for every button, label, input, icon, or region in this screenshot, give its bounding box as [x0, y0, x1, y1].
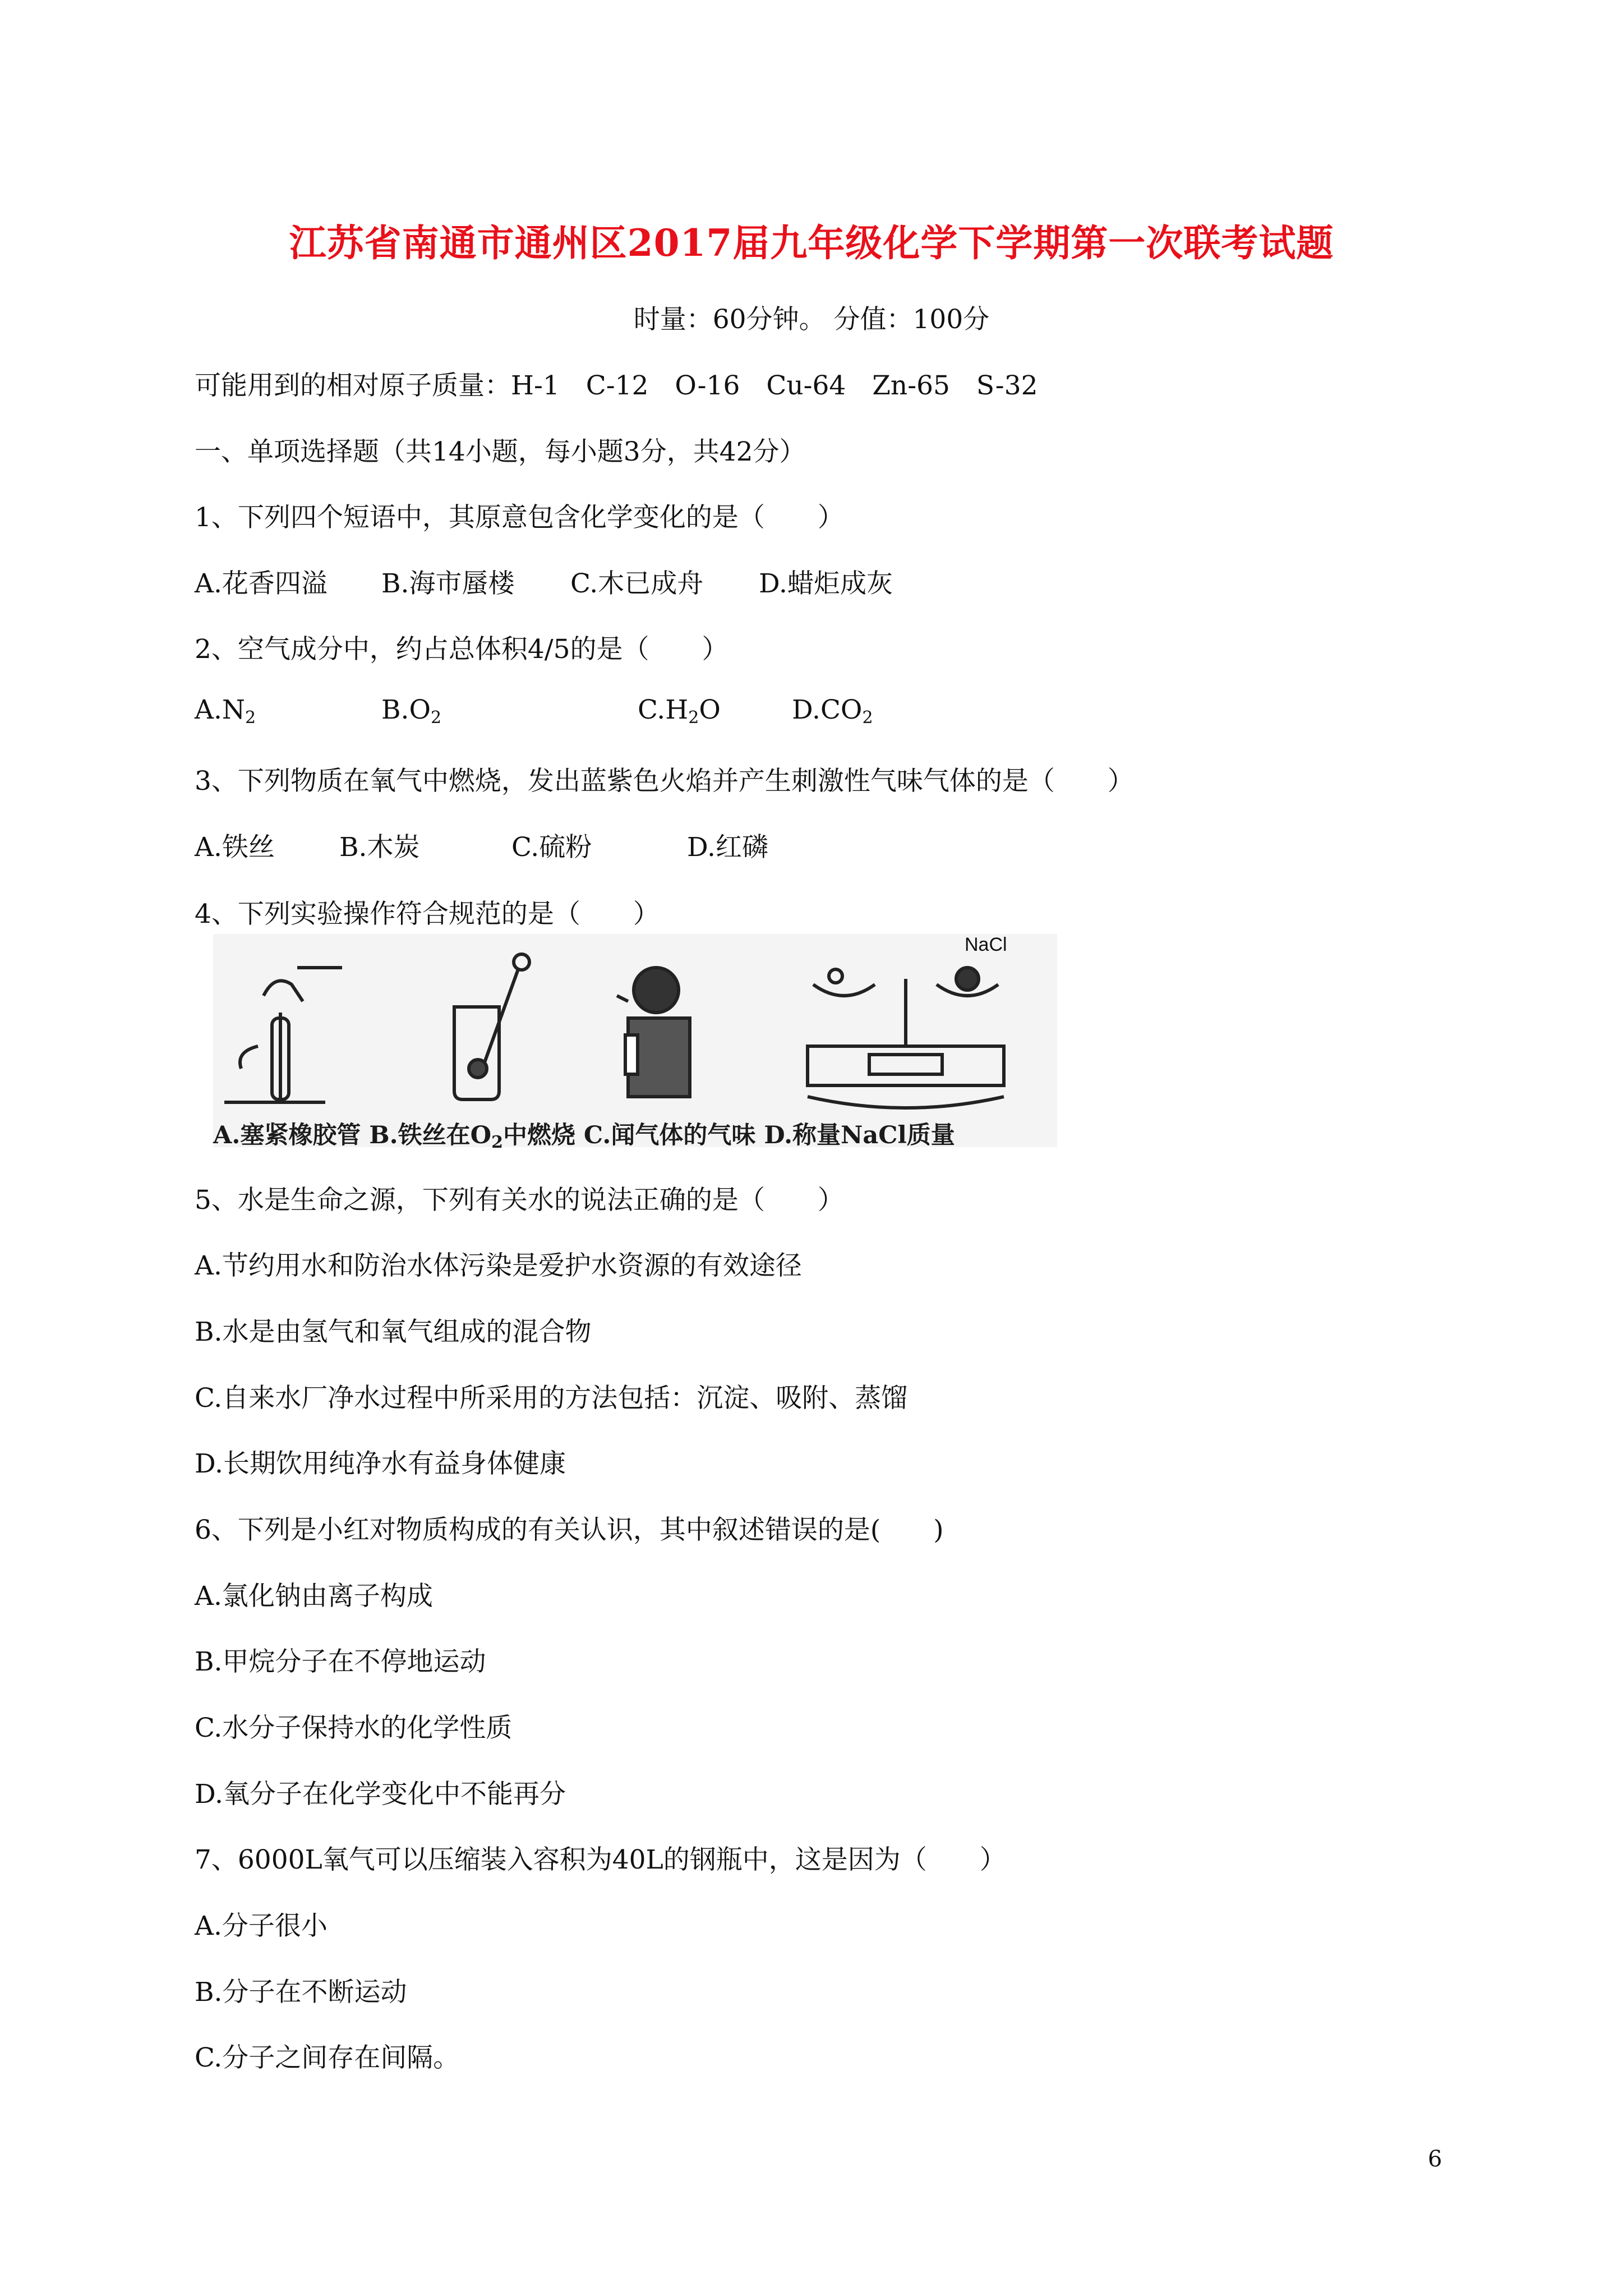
exam-meta: 时量：60分钟。 分值：100分 — [633, 304, 990, 335]
q1-option-a: A.花香四溢 — [195, 568, 328, 599]
q5-option-d: D.长期饮用纯净水有益身体健康 — [195, 1448, 566, 1479]
q1-option-c: C.木已成舟 — [570, 568, 704, 599]
figure-caption: A.塞紧橡胶管 B.铁丝在$O_2$中燃烧 C.闻气体的气味 D.称量NaCl质量 — [213, 1121, 955, 1152]
q3-option-a: A.铁丝 — [195, 832, 275, 863]
q2-option-a: $A.N_2$ — [195, 694, 256, 728]
q2-option-d: $D.CO_2$ — [792, 694, 873, 728]
q6-option-c: C.水分子保持水的化学性质 — [195, 1713, 513, 1743]
q7-option-b: B.分子在不断运动 — [195, 1977, 407, 2008]
q5-stem: 5、水是生命之源，下列有关水的说法正确的是（ ） — [195, 1185, 844, 1216]
exam-title: 江苏省南通市通州区2017届九年级化学下学期第一次联考试题 — [289, 221, 1334, 265]
q5-option-b: B.水是由氢气和氧气组成的混合物 — [195, 1317, 592, 1347]
q5-option-c: C.自来水厂净水过程中所采用的方法包括：沉淀、吸附、蒸馏 — [195, 1383, 908, 1414]
q2-stem: 2、空气成分中，约占总体积4/5的是（ ） — [195, 634, 728, 665]
q7-stem: 7、6000L氧气可以压缩装入容积为40L的钢瓶中，这是因为（ ） — [195, 1844, 1006, 1875]
section-heading: 一、单项选择题（共14小题，每小题3分，共42分） — [195, 436, 806, 467]
nacl-label: NaCl — [965, 934, 1007, 955]
q6-option-d: D.氧分子在化学变化中不能再分 — [195, 1779, 566, 1810]
q2-option-b: $B.O_2$ — [381, 694, 442, 728]
q6-option-b: B.甲烷分子在不停地运动 — [195, 1646, 486, 1677]
q1-option-d: D.蜡炬成灰 — [759, 568, 893, 599]
q7-option-c: C.分子之间存在间隔。 — [195, 2042, 460, 2073]
q6-option-a: A.氯化钠由离子构成 — [195, 1581, 433, 1612]
q2-option-c: $C.H_2O$ — [638, 694, 721, 728]
q4-stem: 4、下列实验操作符合规范的是（ ） — [195, 899, 660, 930]
page-number: 6 — [1428, 2146, 1442, 2172]
q3-option-c: C.硫粉 — [511, 832, 592, 863]
q3-option-d: D.红磷 — [687, 832, 768, 863]
q5-option-a: A.节约用水和防治水体污染是爱护水资源的有效途径 — [195, 1250, 802, 1281]
q3-option-b: B.木炭 — [339, 832, 420, 863]
q1-stem: 1、下列四个短语中，其原意包含化学变化的是（ ） — [195, 502, 844, 533]
q1-option-b: B.海市蜃楼 — [381, 568, 515, 599]
q6-stem: 6、下列是小红对物质构成的有关认识，其中叙述错误的是( ) — [195, 1515, 944, 1545]
atomic-masses: 可能用到的相对原子质量：H-1 C-12 O-16 Cu-64 Zn-65 S-32 — [195, 370, 1038, 401]
q7-option-a: A.分子很小 — [195, 1911, 328, 1941]
q3-stem: 3、下列物质在氧气中燃烧，发出蓝紫色火焰并产生刺激性气味气体的是（ ） — [195, 766, 1134, 797]
lab-operations-figure — [213, 934, 1057, 1147]
